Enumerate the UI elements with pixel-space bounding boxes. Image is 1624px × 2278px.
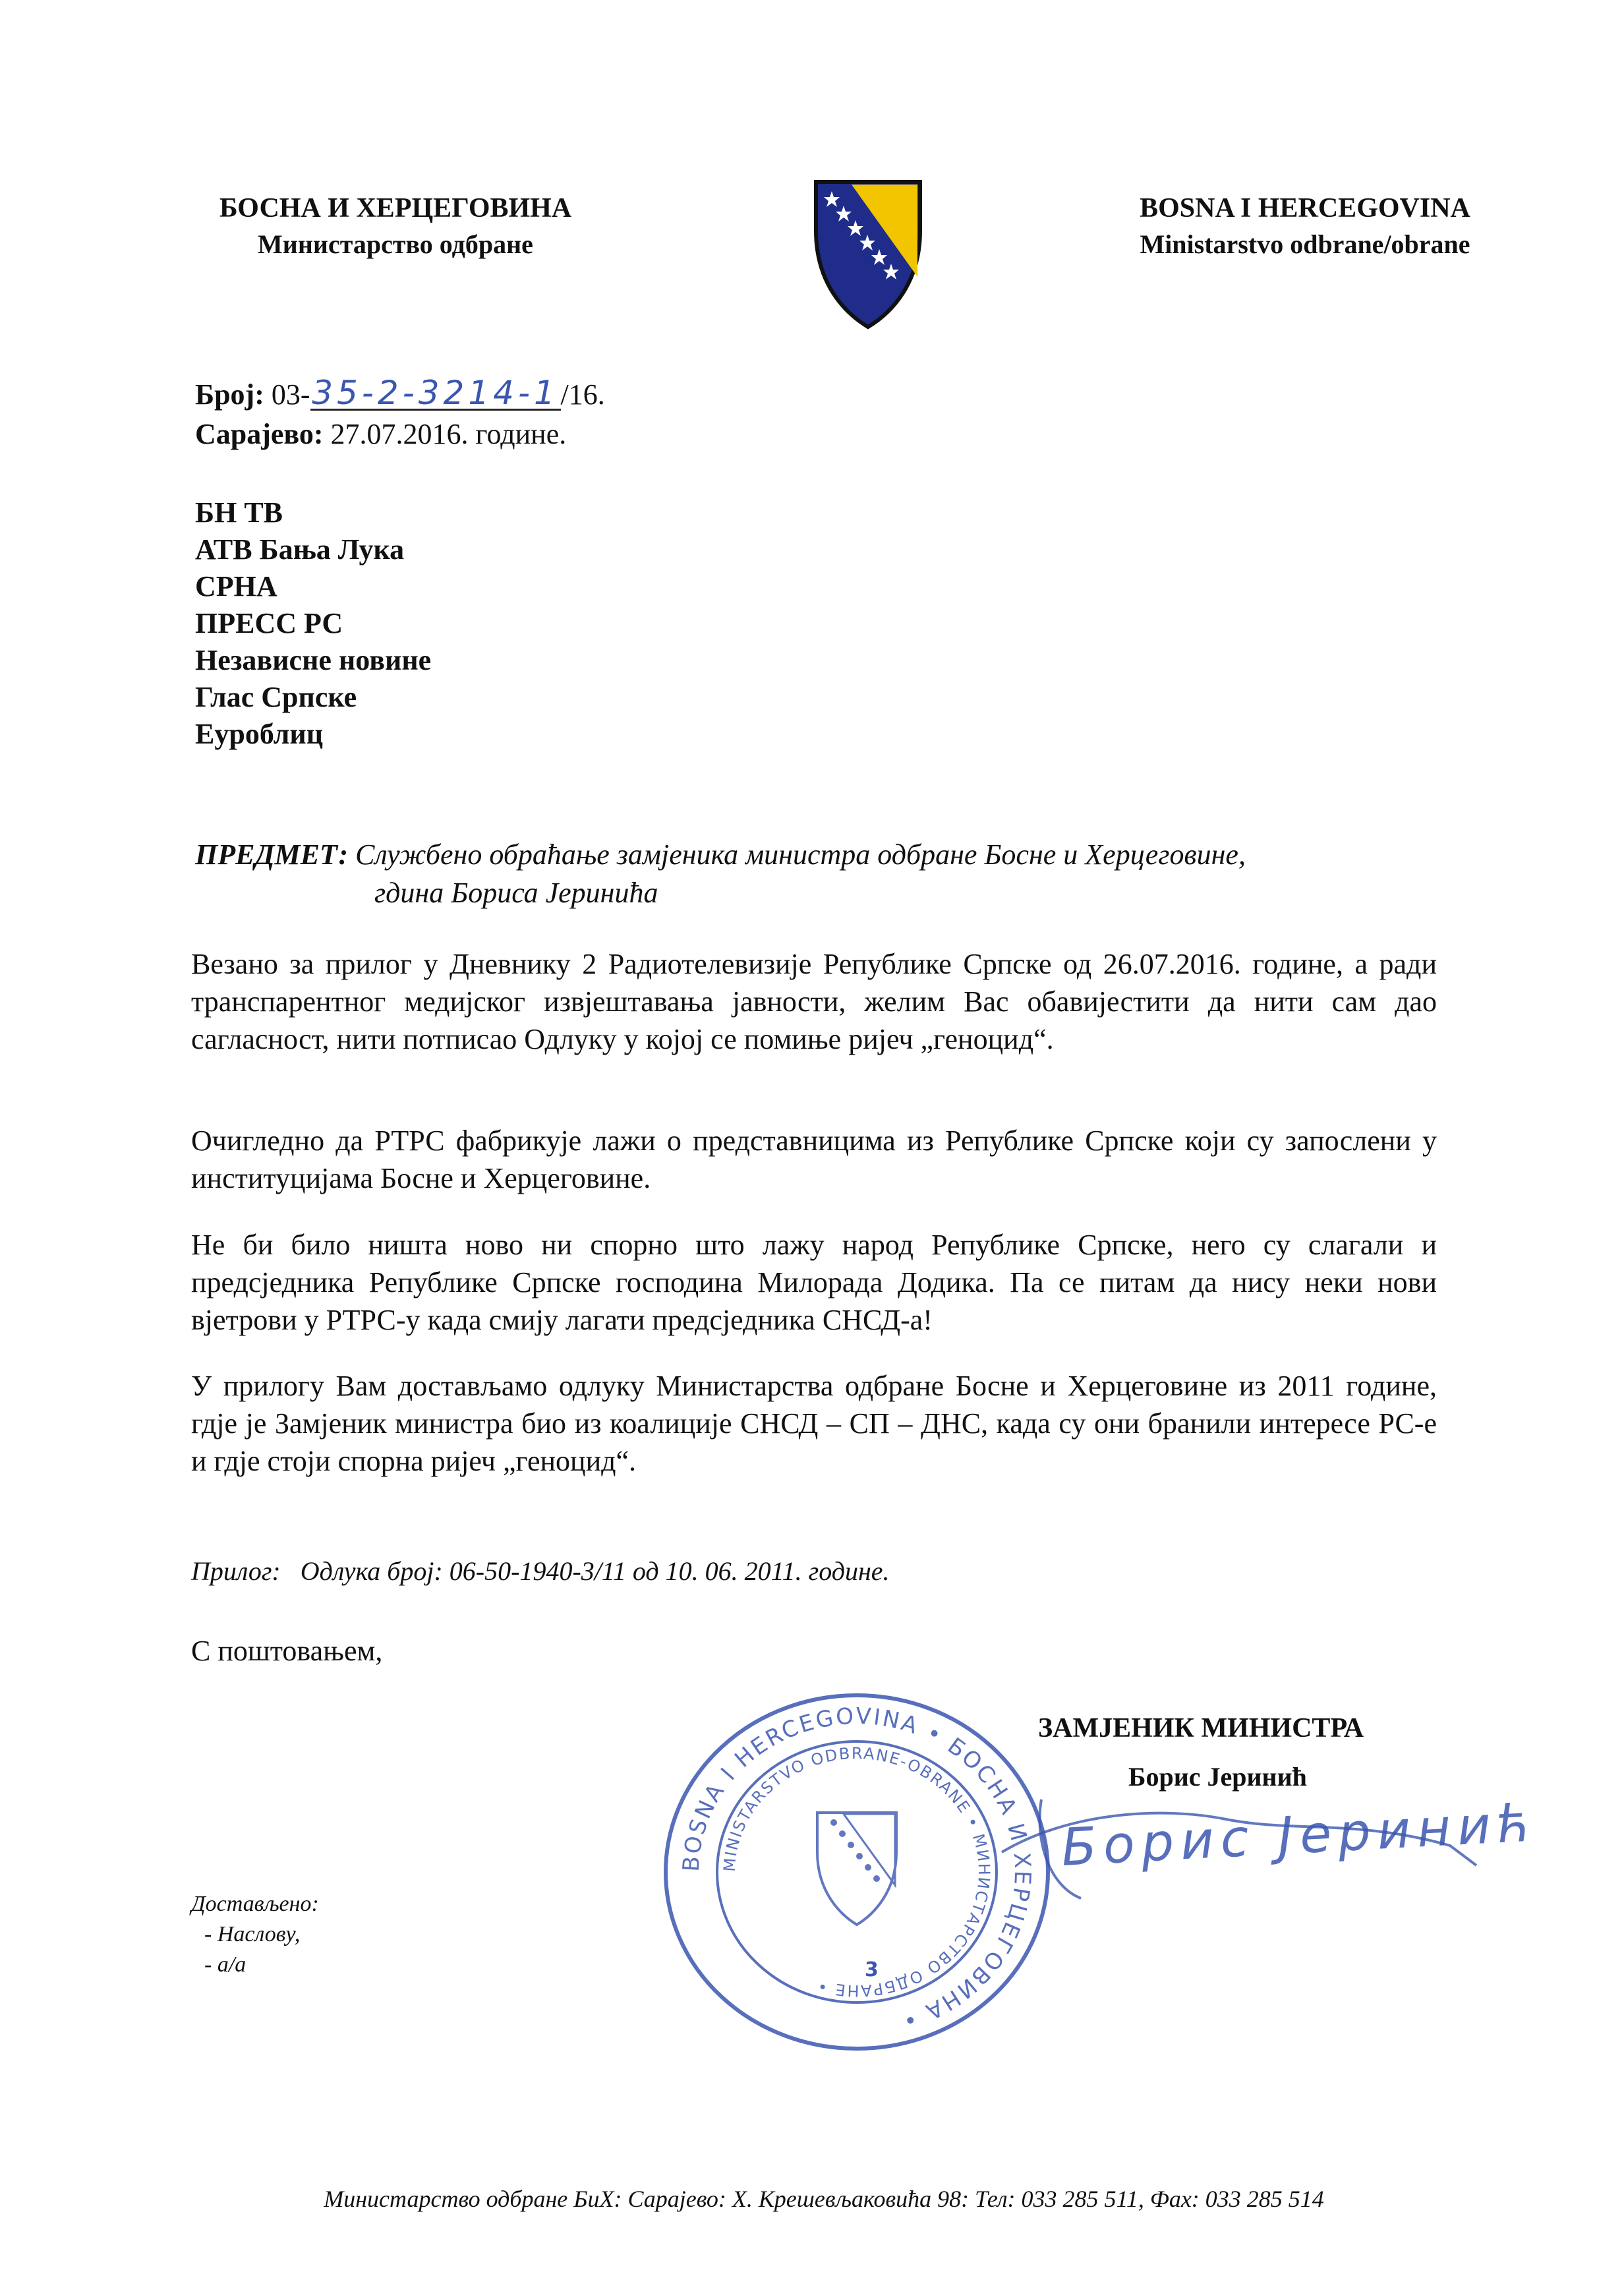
recipient-item: Глас Српске [195,681,357,713]
stamp-inner-text: MINISTARSTVO ODBRANE-OBRANE • МИНИСТАРСТВО ОДБРАНЕ • [720,1743,994,2001]
country-name-cyrillic: БОСНА И ХЕРЦЕГОВИНА [219,193,572,223]
delivery-item: - Наслову, [204,1922,301,1946]
signatory-name: Борис Јеринић [1128,1762,1307,1792]
recipient-item: Независне новине [195,644,432,676]
ministry-name-cyrillic: Министарство одбране [258,229,533,259]
attachment-label: Прилог: [191,1556,281,1586]
reference-date [195,415,566,453]
attachment-line [191,1554,890,1589]
country-name-latin: BOSNA I HERCEGOVINA [1140,193,1470,223]
reference-suffix: /16. [560,378,605,411]
stamp-shield-icon [817,1813,896,1925]
body-paragraph: У прилогу Вам достављамо одлуку Министарства одбране Босне и Херцеговине из 2011 године, гдје је Замјеник министра био из коалиције СНСД – СП – ДНС, када су они бранили интересе РС-е и гдје стоји спорна ријеч „геноцид“. [191,1370,1437,1477]
closing-greeting: С поштовањем, [191,1635,383,1667]
subject-block [195,836,1246,874]
subject-line-2: гдина Бориса Јеринића [374,877,658,909]
recipient-item: БН ТВ [195,496,283,529]
body-paragraph: Везано за прилог у Дневнику 2 Радиотелевизије Републике Српске од 26.07.2016. године, а ради транспарентног медијског извјештавања јавности, желим Вас обавијестити да нити сам дао сагласност, нити потписао Одлуку у којој се помиње ријеч „геноцид“. [191,948,1437,1055]
recipient-list [195,494,431,753]
reference-prefix: 03- [264,378,310,411]
svg-text:MINISTARSTVO ODBRANE-OBRANE • [720,1744,994,2000]
place-label: Сарајево: [195,418,324,450]
signatory-title: ЗАМЈЕНИК МИНИСТРА [1038,1713,1364,1743]
signature-stroke [989,1773,1490,1918]
delivery-label: Достављено: [191,1892,319,1916]
delivery-item: - а/а [204,1952,246,1977]
delivery-list [191,1889,319,1980]
body-paragraph: Не би било ништа ново ни спорно што лажу народ Републике Српске, него су слагали и предсједника Републике Српске господина Милорада Додика. Па се питам да нису неки нови вјетрови у РТРС-у када смију лагати предсједника СНСД-а! [191,1229,1437,1336]
reference-number-label: Број: [195,378,264,411]
recipient-item: Еуроблиц [195,718,324,750]
ministry-name-latin: Ministarstvo odbrane/obrane [1140,229,1470,259]
stamp-outer-text: BOSNA I HERCEGOVINA • БОСНА И ХЕРЦЕГОВИНА • [678,1703,1036,2035]
recipient-item: ПРЕСС РС [195,607,343,639]
coat-of-arms-icon [812,178,924,330]
attachment-text: Одлука број: 06-50-1940-3/11 од 10. 06. 2011. године. [300,1556,890,1586]
subject-line-1: Службено обраћање замјеника министра одбране Босне и Херцеговине, [355,838,1246,871]
page-footer: Министарство одбране БиХ: Сарајево: Х. Крешевљаковића 98: Тел: 033 285 511, Фах: 033 285 514 [324,2186,1324,2212]
header-right [1068,190,1542,262]
stamp-number: 3 [865,1958,879,1981]
reference-number [195,376,605,414]
date-text: 27.07.2016. године. [323,418,567,450]
subject-label: ПРЕДМЕТ: [195,838,349,871]
handwritten-number: 35-2-3214-1 [310,377,561,411]
recipient-item: АТВ Бања Лука [195,533,405,566]
recipient-item: СРНА [195,570,277,602]
body-paragraph: Очигледно да РТРС фабрикује лажи о представницима из Републике Српске који су запослени у институцијама Босне и Херцеговине. [191,1124,1437,1194]
header-left [165,190,626,262]
handwritten-signature: Борис Јеринић [1060,1794,1539,1878]
